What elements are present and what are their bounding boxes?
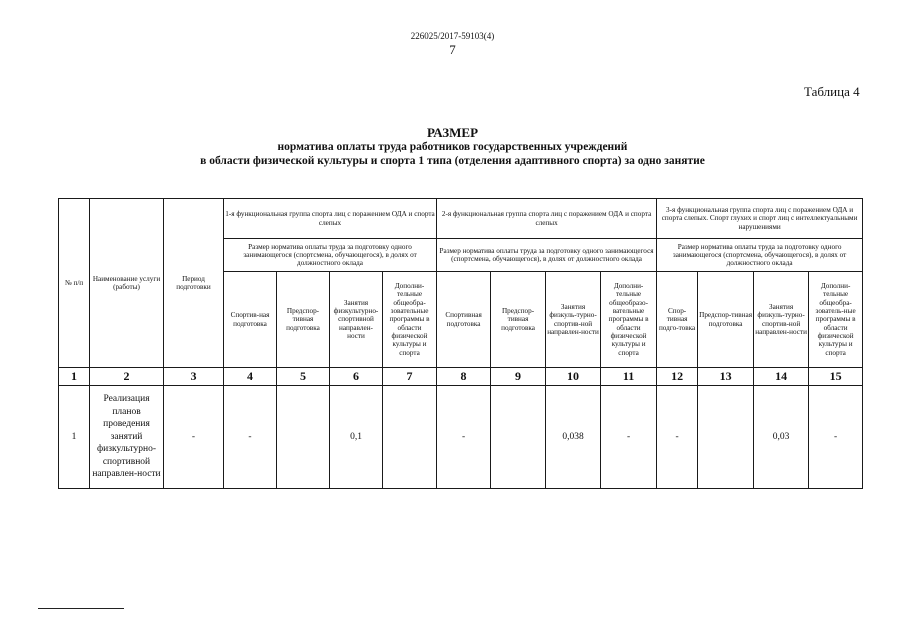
group-title-row: [59, 199, 863, 239]
group-2-subtitle: Размер норматива оплаты труда за подготовку одного занимающегося (спортсмена, обучающегося), в долях от должностного оклада: [437, 239, 657, 272]
period-value: -: [164, 386, 224, 489]
g1-sport-value: -: [224, 386, 277, 489]
g3-sport-value: -: [657, 386, 698, 489]
title-line-3: в области физической культуры и спорта 1 типа (отделения адаптивного спорта) за одно занятие: [200, 155, 705, 167]
column-number: 14: [754, 368, 809, 386]
column-number: 7: [383, 368, 437, 386]
column-number: 3: [164, 368, 224, 386]
column-number: 6: [330, 368, 383, 386]
column-number: 4: [224, 368, 277, 386]
g3-presport-value: [698, 386, 754, 489]
g3-extra-value: -: [809, 386, 863, 489]
group-1-subtitle: Размер норматива оплаты труда за подготовку одного занимающегося (спортсмена, обучающегося), в долях от должностного оклада: [224, 239, 437, 272]
column-number: 13: [698, 368, 754, 386]
g2-col-fitness: Занятия физкуль-турно-спортив-ной направлен-ности: [546, 272, 601, 368]
footnote-divider: [38, 608, 124, 609]
g2-presport-value: [491, 386, 546, 489]
group-2-title: 2-я функциональная группа спорта лиц с поражением ОДА и спорта слепых: [437, 199, 657, 239]
column-number: 10: [546, 368, 601, 386]
service-name: Реализация планов проведения занятий физкультурно-спортивной направлен-ности: [90, 386, 164, 489]
g1-col-sport: Спортив-ная подготовка: [224, 272, 277, 368]
g2-col-presport: Предспор-тивная подготовка: [491, 272, 546, 368]
col-header-period: Период подготовки: [164, 199, 224, 368]
g1-extra-value: [383, 386, 437, 489]
g3-fitness-value: 0,03: [754, 386, 809, 489]
g3-col-sport: Спор-тивная подго-товка: [657, 272, 698, 368]
column-number: 2: [90, 368, 164, 386]
document-number: 226025/2017-59103(4): [410, 31, 495, 41]
g1-col-fitness: Занятия физкультурно-спортивной направлен-ности: [330, 272, 383, 368]
table-label: Таблица 4: [804, 84, 860, 99]
title-line-2: норматива оплаты труда работников государственных учреждений: [277, 141, 628, 153]
column-number: 15: [809, 368, 863, 386]
g1-presport-value: [277, 386, 330, 489]
group-1-title: 1-я функциональная группа спорта лиц с поражением ОДА и спорта слепых: [224, 199, 437, 239]
column-number: 9: [491, 368, 546, 386]
column-number: 1: [59, 368, 90, 386]
column-number: 12: [657, 368, 698, 386]
column-number-row: [59, 368, 863, 386]
g1-col-presport: Предспор-тивная подготовка: [277, 272, 330, 368]
column-number: 5: [277, 368, 330, 386]
g1-fitness-value: 0,1: [330, 386, 383, 489]
g3-col-extra: Дополни-тельные общеобра-зователь-ные программы в области физической культуры и спорта: [809, 272, 863, 368]
column-number: 11: [601, 368, 657, 386]
title-line-1: РАЗМЕР: [426, 125, 479, 140]
table-row: [59, 386, 863, 489]
norm-table: [58, 198, 863, 489]
col-header-no: № п/п: [59, 199, 90, 368]
row-number: 1: [59, 386, 90, 489]
group-3-subtitle: Размер норматива оплаты труда за подготовку одного занимающегося (спортсмена, обучающегося), в долях от должностного оклада: [657, 239, 863, 272]
page-number: 7: [449, 42, 456, 57]
g2-extra-value: -: [601, 386, 657, 489]
g1-col-extra: Дополни-тельные общеобра-зовательные программы в области физической культуры и спорта: [383, 272, 437, 368]
g3-col-fitness: Занятия физкуль-турно-спортив-ной направлен-ности: [754, 272, 809, 368]
g2-col-sport: Спортивная подготовка: [437, 272, 491, 368]
group-3-title: 3-я функциональная группа спорта лиц с поражением ОДА и спорта слепых. Спорт глухих и спорт лиц с интеллектуальными нарушениями: [657, 199, 863, 239]
document-title: [0, 125, 905, 168]
g2-fitness-value: 0,038: [546, 386, 601, 489]
g3-col-presport: Предспор-тивная подготовка: [698, 272, 754, 368]
g2-sport-value: -: [437, 386, 491, 489]
column-number: 8: [437, 368, 491, 386]
col-header-service: Наименование услуги (работы): [90, 199, 164, 368]
g2-col-extra: Дополни-тельные общеобразо-вательные программы в области физической культуры и спорта: [601, 272, 657, 368]
